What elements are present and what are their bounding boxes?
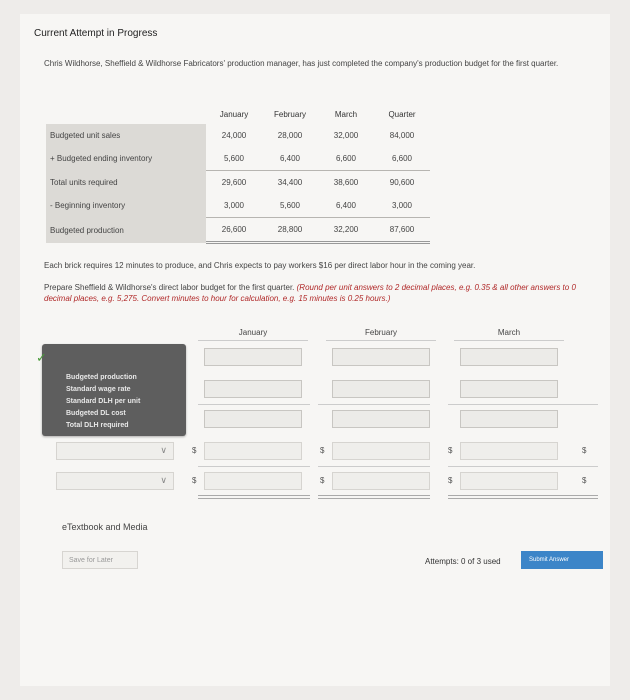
input-jan-row4[interactable] [204, 442, 302, 460]
currency-symbol: $ [192, 476, 197, 485]
cell: 5,600 [262, 194, 318, 218]
cell: 38,600 [333, 178, 359, 187]
currency-symbol: $ [320, 476, 325, 485]
row-label: + Budgeted ending inventory [46, 147, 206, 171]
dropdown-option[interactable]: Standard wage rate [66, 386, 131, 393]
production-budget-table [46, 104, 430, 244]
currency-symbol: $ [320, 446, 325, 455]
col-quarter: Quarter [388, 109, 416, 119]
row-label: - Beginning inventory [46, 194, 206, 218]
cell: 87,600 [374, 218, 430, 243]
dropdown-option[interactable]: Standard DLH per unit [66, 398, 141, 405]
input-feb-row5[interactable] [332, 472, 430, 490]
instructions [44, 282, 604, 304]
chevron-down-icon: ∨ [160, 445, 167, 455]
chevron-down-icon: ∨ [160, 475, 167, 485]
col-february: February [273, 109, 306, 119]
cell: 34,400 [277, 178, 303, 187]
input-feb-row1[interactable] [332, 348, 430, 366]
save-for-later-button[interactable]: Save for Later [62, 551, 138, 569]
table-row [46, 218, 430, 243]
row-label: Budgeted production [46, 218, 206, 243]
currency-symbol: $ [192, 446, 197, 455]
input-mar-row1[interactable] [460, 348, 558, 366]
page-title: Current Attempt in Progress [34, 28, 158, 39]
table-row [46, 147, 430, 171]
input-feb-row3[interactable] [332, 410, 430, 428]
answer-col-march [454, 328, 564, 341]
cell: 32,000 [333, 131, 359, 140]
cell: 6,600 [318, 147, 374, 171]
col-label: March [497, 328, 521, 337]
cell: 3,000 [206, 194, 262, 218]
answer-col-january [198, 328, 308, 341]
currency-symbol: $ [448, 446, 453, 455]
dropdown-option[interactable]: Total DLH required [66, 422, 129, 429]
input-jan-row5[interactable] [204, 472, 302, 490]
input-jan-row2[interactable] [204, 380, 302, 398]
row-label-dropdown-2[interactable] [56, 472, 174, 490]
dropdown-options-list [36, 344, 186, 436]
input-feb-row2[interactable] [332, 380, 430, 398]
problem-intro: Chris Wildhorse, Sheffield & Wildhorse Fabricators' production manager, has just completed the company's production budget for the first quarter. [44, 59, 559, 68]
input-jan-row1[interactable] [204, 348, 302, 366]
attempts-counter: Attempts: 0 of 3 used [425, 557, 501, 566]
cell: 29,600 [221, 178, 247, 187]
answer-col-february [326, 328, 436, 341]
currency-symbol: $ [582, 476, 587, 485]
dropdown-option[interactable]: Budgeted production [66, 374, 137, 381]
cell: 6,400 [262, 147, 318, 171]
dropdown-option[interactable]: Budgeted DL cost [66, 410, 126, 417]
cell: 24,000 [221, 131, 247, 140]
input-mar-row4[interactable] [460, 442, 558, 460]
etextbook-link[interactable]: eTextbook and Media [62, 522, 148, 532]
cell: 28,800 [262, 218, 318, 243]
rounding-instructions: (Round per unit answers to 2 decimal places, e.g. 0.35 & all other answers to 0 decimal places, e.g. 5,275. Convert minutes to hour for calculation, e.g. 15 minutes is 0.25 hours.) [44, 283, 576, 303]
row-label: Budgeted unit sales [46, 124, 206, 147]
input-jan-row3[interactable] [204, 410, 302, 428]
cell: 84,000 [389, 131, 415, 140]
submit-answer-button[interactable]: Submit Answer [521, 551, 603, 569]
row-label: Total units required [46, 171, 206, 195]
cell: 6,600 [374, 147, 430, 171]
col-label: February [364, 328, 397, 337]
cell: 6,400 [318, 194, 374, 218]
input-mar-row3[interactable] [460, 410, 558, 428]
row-label-dropdown-1[interactable] [56, 442, 174, 460]
table-row [46, 194, 430, 218]
instructions-text: Prepare Sheffield & Wildhorse's direct labor budget for the first quarter. [44, 283, 295, 292]
input-mar-row2[interactable] [460, 380, 558, 398]
input-mar-row5[interactable] [460, 472, 558, 490]
page-container [20, 14, 610, 686]
currency-symbol: $ [582, 446, 587, 455]
cell: 28,000 [277, 131, 303, 140]
check-icon: ✓ [36, 350, 47, 365]
table-row [46, 171, 430, 195]
col-january: January [219, 109, 249, 119]
problem-data: Each brick requires 12 minutes to produce, and Chris expects to pay workers $16 per direct labor hour in the coming year. [44, 261, 476, 270]
cell: 3,000 [374, 194, 430, 218]
input-feb-row4[interactable] [332, 442, 430, 460]
cell: 5,600 [206, 147, 262, 171]
cell: 26,600 [206, 218, 262, 243]
cell: 90,600 [389, 178, 415, 187]
col-label: January [238, 328, 268, 337]
currency-symbol: $ [448, 476, 453, 485]
col-march: March [334, 109, 358, 119]
cell: 32,200 [318, 218, 374, 243]
table-row [46, 124, 430, 147]
